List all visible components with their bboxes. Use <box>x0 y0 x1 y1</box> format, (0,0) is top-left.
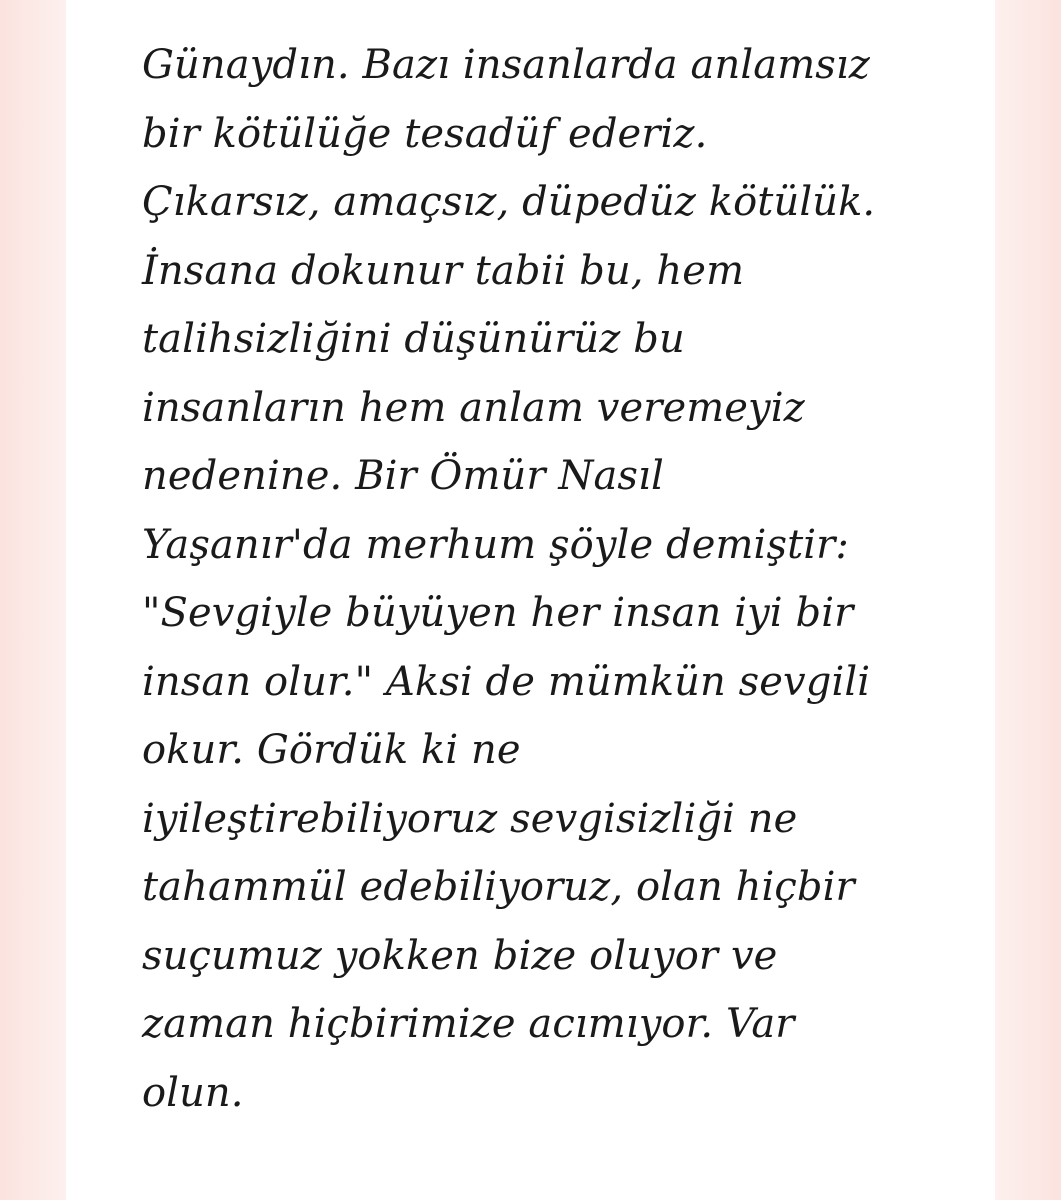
text-line: talihsizliğini düşünürüz bu <box>142 316 685 362</box>
text-line: tahammül edebiliyoruz, olan hiçbir <box>142 864 855 910</box>
text-line: bir kötülüğe tesadüf ederiz. <box>142 110 708 157</box>
left-margin <box>0 0 66 1200</box>
text-line: zaman hiçbirimize acımıyor. Var <box>142 1001 795 1047</box>
text-line: olun. <box>142 1069 244 1116</box>
text-line: insanların hem anlam veremeyiz <box>142 384 805 431</box>
text-line: nedenine. Bir Ömür Nasıl <box>142 453 664 499</box>
body-text <box>142 31 962 1127</box>
text-line: Çıkarsız, amaçsız, düpedüz kötülük. <box>142 179 876 225</box>
text-line: iyileştirebiliyoruz sevgisizliği ne <box>142 795 798 842</box>
text-line: Günaydın. Bazı insanlarda anlamsız <box>142 42 870 88</box>
text-line: "Sevgiyle büyüyen her insan iyi bir <box>142 590 854 636</box>
text-line: suçumuz yokken bize oluyor ve <box>142 932 778 979</box>
right-margin <box>995 0 1061 1200</box>
text-line: insan olur." Aksi de mümkün sevgili <box>142 658 871 705</box>
text-line: okur. Gördük ki ne <box>142 727 521 773</box>
text-line: İnsana dokunur tabii bu, hem <box>142 247 745 294</box>
paper-sheet <box>66 0 995 1200</box>
text-line: Yaşanır'da merhum şöyle demiştir: <box>142 521 849 568</box>
